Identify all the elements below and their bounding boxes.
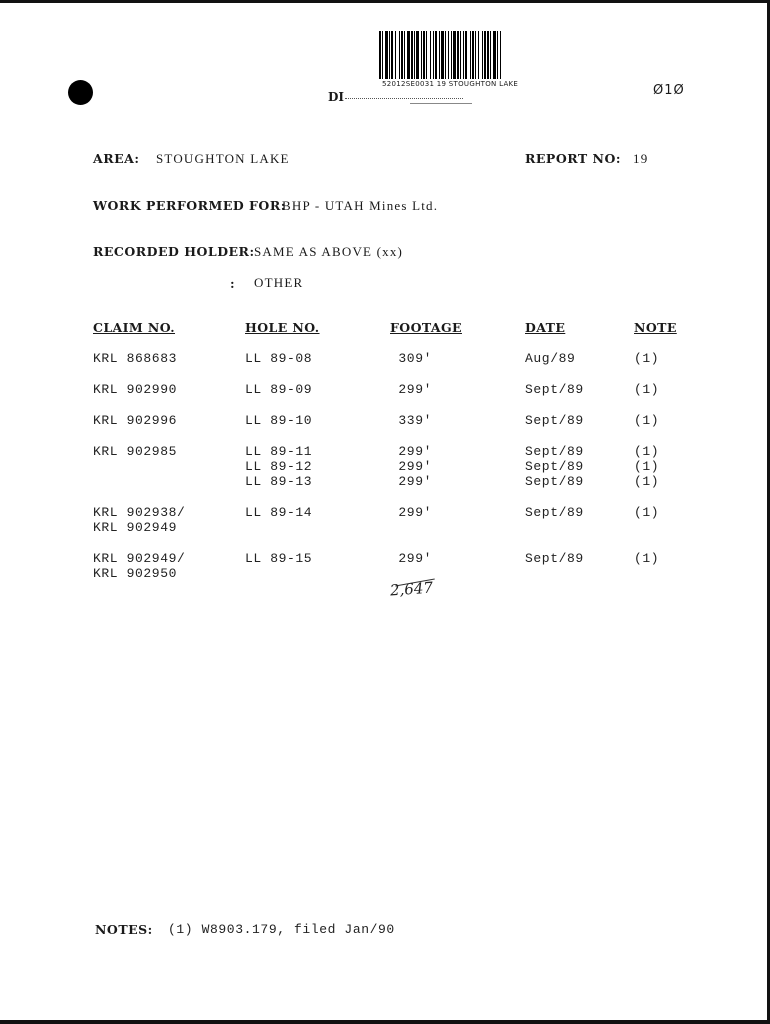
page-border-top [0,0,770,3]
table-cell-hole: LL 89-15 [245,551,313,566]
report-no-value: 19 [633,151,649,166]
area-label: AREA: [93,151,140,166]
notes-text: (1) W8903.179, filed Jan/90 [168,922,395,937]
other-value: OTHER [254,275,304,290]
table-cell-footage: 309' [398,351,432,366]
table-cell-footage: 299' 299' 299' [398,444,432,489]
barcode-bar [501,31,502,79]
table-cell-claim: KRL 902949/ KRL 902950 [93,551,186,581]
table-cell-hole: LL 89-09 [245,382,313,397]
table-cell-date: Sept/89 [525,413,584,428]
stamp-faded-line-2 [410,103,472,104]
notes-label: NOTES: [95,922,153,937]
table-cell-hole: LL 89-10 [245,413,313,428]
work-performed-label: WORK PERFORMED FOR: [93,198,286,213]
table-cell-note: (1) [634,351,660,366]
table-cell-footage: 299' [398,551,432,566]
table-cell-date: Sept/89 [525,551,584,566]
table-cell-footage: 299' [398,382,432,397]
area-value: STOUGHTON LAKE [156,151,290,166]
page-code: Ø1Ø [653,83,685,98]
table-cell-claim: KRL 868683 [93,351,178,366]
table-cell-footage: 299' [398,505,432,520]
table-cell-claim: KRL 902996 [93,413,178,428]
col-header-hole: HOLE NO. [245,320,320,335]
table-cell-claim: KRL 902985 [93,444,178,459]
other-colon: : [230,276,236,291]
col-header-claim: CLAIM NO. [93,320,176,335]
table-cell-note: (1) [634,382,660,397]
recorded-holder-value: SAME AS ABOVE (xx) [254,244,404,259]
table-cell-date: Sept/89 [525,382,584,397]
table-cell-note: (1) [634,505,660,520]
col-header-footage: FOOTAGE [390,320,462,335]
barcode-image [379,31,598,79]
table-cell-date: Aug/89 [525,351,576,366]
table-cell-note: (1) [634,551,660,566]
table-cell-date: Sept/89 Sept/89 Sept/89 [525,444,584,489]
table-cell-claim: KRL 902938/ KRL 902949 [93,505,186,535]
table-cell-hole: LL 89-11 LL 89-12 LL 89-13 [245,444,313,489]
report-no-label: REPORT NO: [525,151,621,166]
table-cell-note: (1) (1) (1) [634,444,660,489]
table-cell-hole: LL 89-08 [245,351,313,366]
col-header-note: NOTE [634,320,677,335]
table-cell-note: (1) [634,413,660,428]
handwritten-total: 2,647 [389,578,434,600]
barcode-caption: 52012SE0031 19 STOUGHTON LAKE [382,80,519,88]
recorded-holder-label: RECORDED HOLDER: [93,244,255,259]
page-border-bottom [0,1020,770,1024]
table-cell-hole: LL 89-14 [245,505,313,520]
work-performed-value: BHP - UTAH Mines Ltd. [282,198,439,213]
table-cell-footage: 339' [398,413,432,428]
stamp-partial-text: DI [328,90,345,104]
stamp-faded-line [345,98,463,100]
col-header-date: DATE [525,320,566,335]
hole-punch-mark [68,80,93,105]
table-cell-claim: KRL 902990 [93,382,178,397]
table-cell-date: Sept/89 [525,505,584,520]
